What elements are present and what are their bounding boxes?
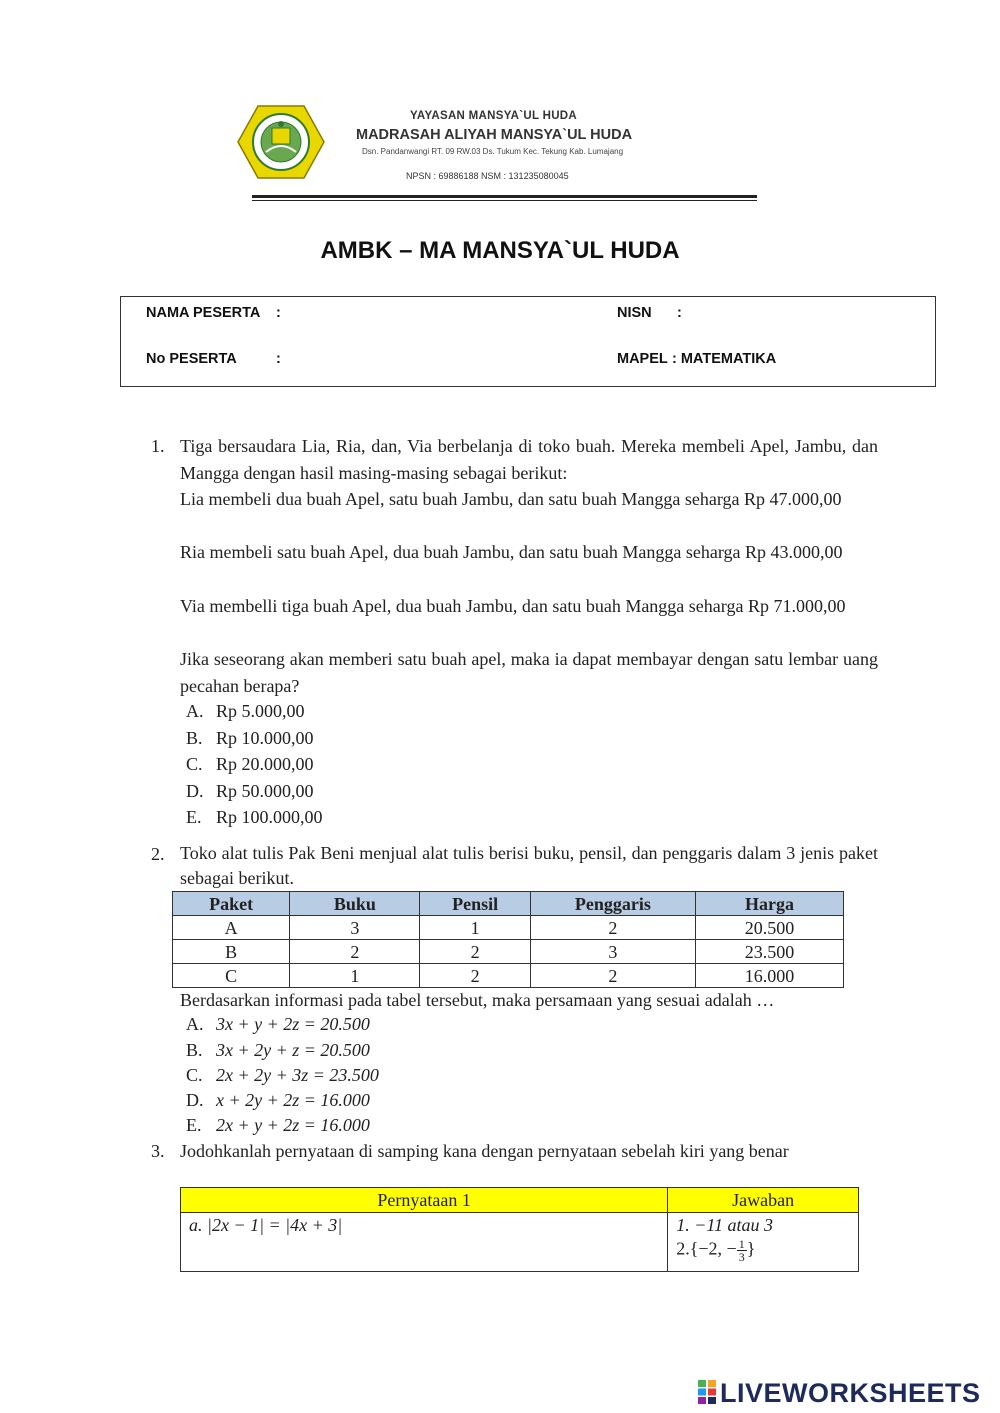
table-cell: 2 [530,964,695,988]
option-letter: A. [186,701,204,721]
table-header-row [181,1188,859,1213]
table-row [173,964,844,988]
q1-option[interactable] [186,781,314,802]
answer-option[interactable]: 1. −11 atau 3 [676,1215,774,1235]
answer-option[interactable] [676,1238,850,1263]
no-peserta-colon: : [276,351,281,367]
option-letter: C. [186,1065,203,1085]
option-equation: 2x + y + 2z = 16.000 [216,1115,370,1135]
header-divider-thin [252,200,757,201]
table-header: Jawaban [668,1188,859,1213]
option-equation: 2x + 2y + 3z = 23.500 [216,1065,379,1085]
q2-option[interactable] [186,1090,370,1111]
table-cell: 1 [420,916,530,940]
q2-number: 2. [151,844,165,864]
q1-lia: Lia membeli dua buah Apel, satu buah Jambu, dan satu buah Mangga seharga Rp 47.000,00 [180,489,842,509]
answer-set-close: } [746,1238,756,1259]
nisn-label: NISN [617,305,652,321]
option-text: Rp 5.000,00 [216,701,305,721]
foundation-name: YAYASAN MANSYA`UL HUDA [410,110,578,122]
q2-option[interactable] [186,1115,370,1136]
q3-intro: Jodohkanlah pernyataan di samping kana dengan pernyataan sebelah kiri yang benar [180,1141,789,1161]
fraction-denominator: 3 [738,1250,745,1264]
school-logo [236,104,326,180]
table-cell: 1 [290,964,420,988]
nama-label: NAMA PESERTA [146,305,261,321]
option-text: Rp 100.000,00 [216,807,323,827]
mapel-label: MAPEL [617,351,668,367]
table-cell: 3 [530,940,695,964]
q3-number: 3. [151,1141,165,1161]
option-letter: E. [186,1115,202,1135]
q1-option[interactable] [186,728,314,749]
option-equation: x + 2y + 2z = 16.000 [216,1090,370,1110]
option-text: Rp 20.000,00 [216,754,314,774]
table-cell: 20.500 [695,916,843,940]
statement-cell: a. |2x − 1| = |4x + 3| [181,1213,668,1272]
table-cell: 2 [530,916,695,940]
header-divider [252,195,757,198]
answer-number: 2. [676,1238,690,1259]
table-header: Harga [695,892,843,916]
school-name: MADRASAH ALIYAH MANSYA`UL HUDA [356,127,633,143]
fraction-numerator: 1 [738,1237,745,1251]
q1-option[interactable] [186,754,314,775]
table-cell: C [173,964,290,988]
table-header: Buku [290,892,420,916]
no-peserta-label: No PESERTA [146,351,237,367]
option-letter: D. [186,1090,204,1110]
table-cell: 2 [420,940,530,964]
nisn-colon: : [677,305,682,321]
page-title: AMBK – MA MANSYA`UL HUDA [320,237,680,264]
school-npsn: NPSN : 69886188 NSM : 131235080045 [406,171,569,181]
fraction [737,1238,747,1263]
table-header: Pernyataan 1 [181,1188,668,1213]
option-equation: 3x + y + 2z = 20.500 [216,1014,370,1034]
option-equation: 3x + 2y + z = 20.500 [216,1040,370,1060]
table-cell: A [173,916,290,940]
option-letter: D. [186,781,204,801]
option-letter: B. [186,728,203,748]
table-row [173,916,844,940]
q2-option[interactable] [186,1065,379,1086]
table-header: Penggaris [530,892,695,916]
option-letter: E. [186,807,202,827]
school-address: Dsn. Pandanwangi RT. 09 RW.03 Ds. Tukum Kec. Tekung Kab. Lumajang [362,147,624,156]
option-text: Rp 10.000,00 [216,728,314,748]
q1-intro: Tiga bersaudara Lia, Ria, dan, Via berbelanja di toko buah. Mereka membeli Apel, Jambu, dan Mangga dengan hasil masing-masing sebagai berikut: [180,436,878,483]
package-table [172,891,844,988]
answer-cell[interactable] [668,1213,859,1272]
q1-via: Via membelli tiga buah Apel, dua buah Jambu, dan satu buah Mangga seharga Rp 71.000,00 [180,596,846,616]
nama-colon: : [276,305,281,321]
option-text: Rp 50.000,00 [216,781,314,801]
table-cell: 2 [290,940,420,964]
option-letter: A. [186,1014,204,1034]
mapel-value: : MATEMATIKA [672,351,777,367]
q2-intro: Toko alat tulis Pak Beni menjual alat tulis berisi buku, pensil, dan penggaris dalam 3 jenis paket sebagai berikut. [180,843,878,888]
table-cell: 16.000 [695,964,843,988]
q1-option[interactable] [186,807,323,828]
q1-number: 1. [151,436,165,456]
q1-ria: Ria membeli satu buah Apel, dua buah Jambu, dan satu buah Mangga seharga Rp 43.000,00 [180,542,843,562]
table-cell: 2 [420,964,530,988]
q2-option[interactable] [186,1040,370,1061]
matching-table [180,1187,859,1272]
table-row [181,1213,859,1272]
answer-set: {−2, − [689,1238,737,1259]
table-row [173,940,844,964]
q1-option[interactable] [186,701,305,722]
option-letter: B. [186,1040,203,1060]
q2-question: Berdasarkan informasi pada tabel tersebut, maka persamaan yang sesuai adalah … [180,990,775,1010]
table-header-row [173,892,844,916]
table-header: Paket [173,892,290,916]
liveworksheets-logo-icon [698,1380,716,1404]
liveworksheets-watermark: LIVEWORKSHEETS [720,1378,981,1408]
option-letter: C. [186,754,203,774]
table-cell: 23.500 [695,940,843,964]
table-cell: 3 [290,916,420,940]
q2-option[interactable] [186,1014,370,1035]
table-cell: B [173,940,290,964]
q1-question: Jika seseorang akan memberi satu buah apel, maka ia dapat membayar dengan satu lembar uang pecahan berapa? [180,649,878,696]
table-header: Pensil [420,892,530,916]
